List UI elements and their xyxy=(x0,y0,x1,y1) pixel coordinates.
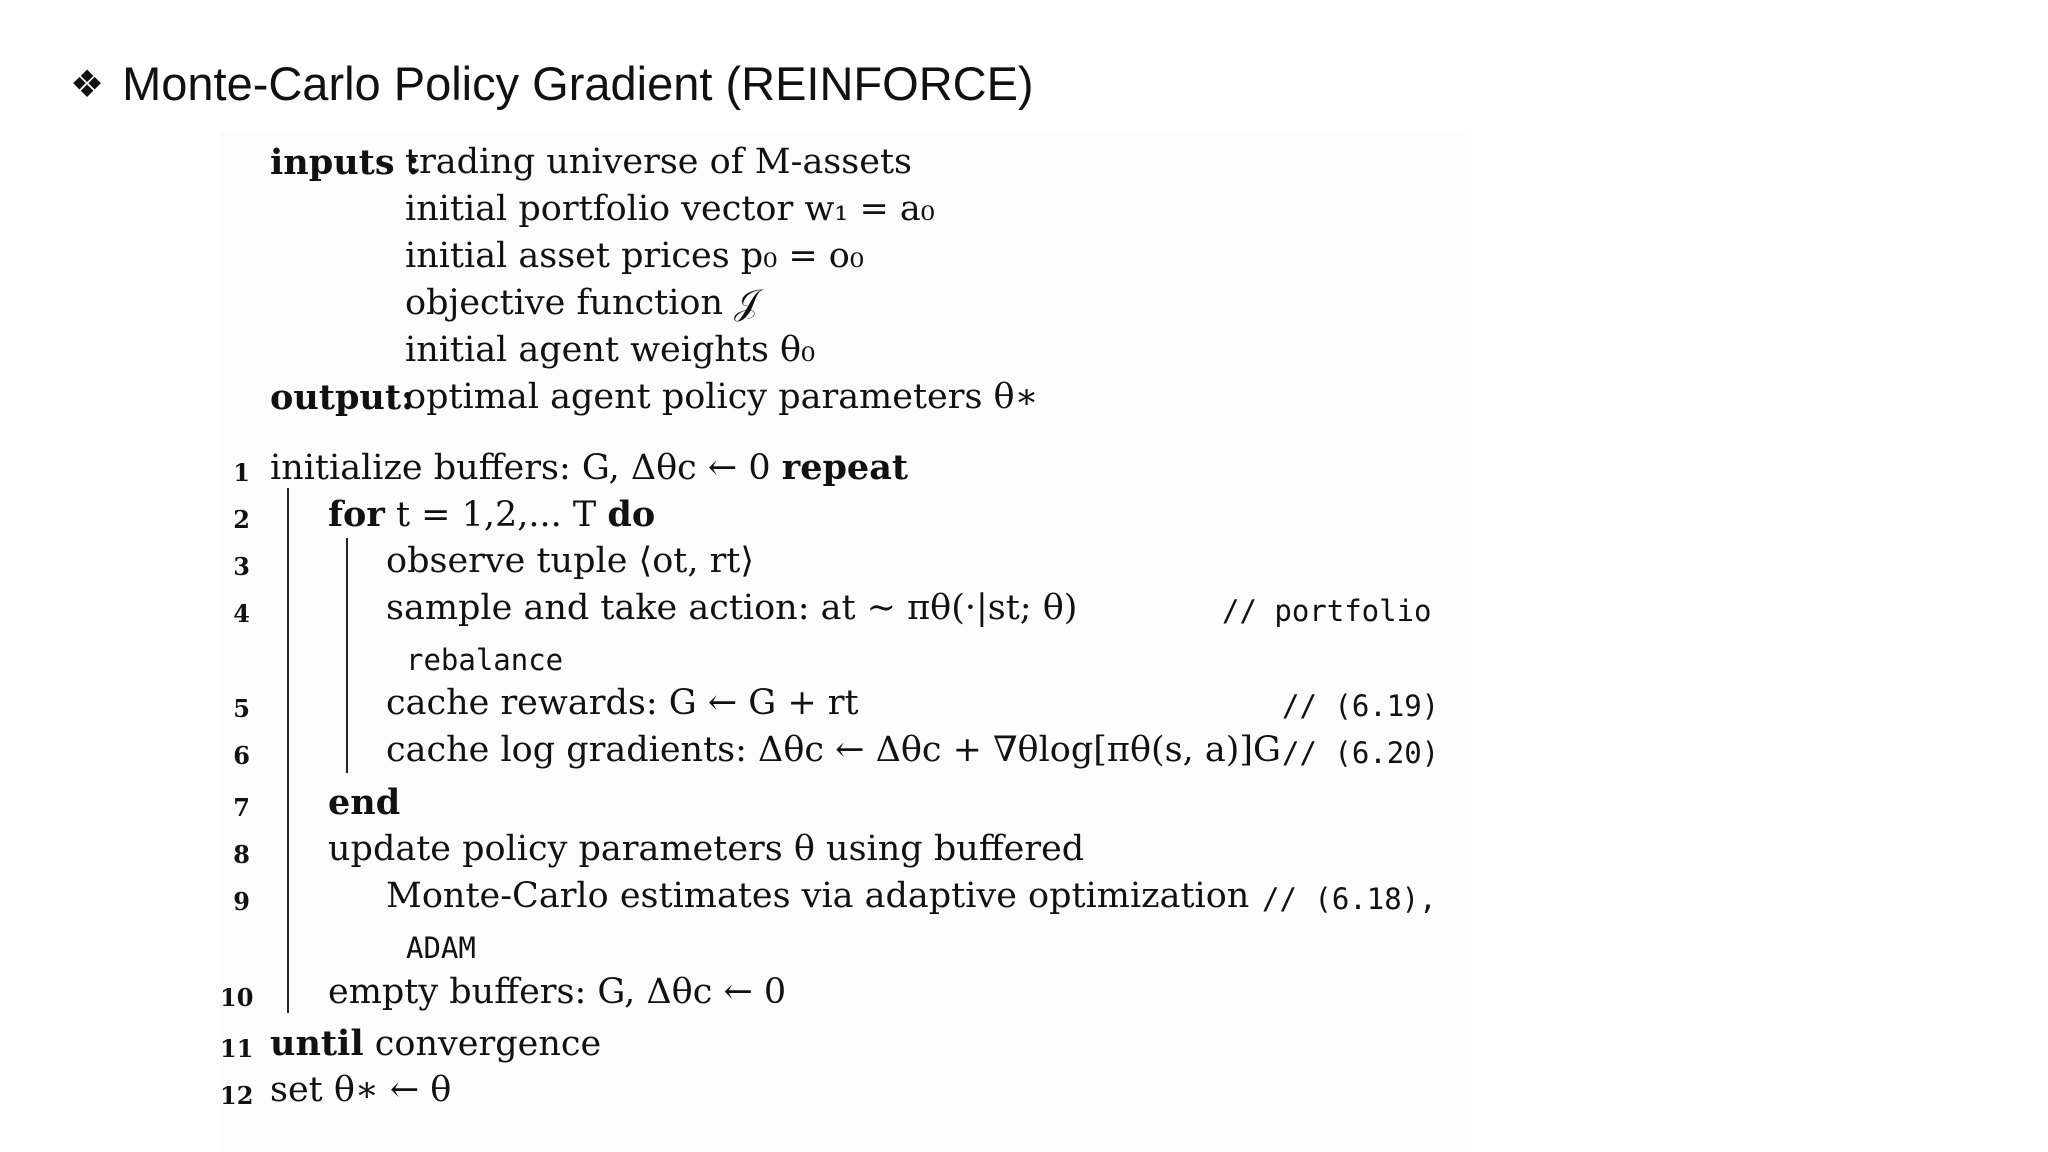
input-item-0: trading universe of M-assets xyxy=(405,142,912,182)
comment-line-4: // portfolio xyxy=(1222,594,1432,628)
output-label: output: xyxy=(270,377,414,418)
algo-line-6: cache log gradients: Δθc ← Δθc + ∇θlog[πθ(s, a)]G xyxy=(386,730,1282,770)
input-item-1: initial portfolio vector w₁ = a₀ xyxy=(405,189,935,229)
line-number: 8 xyxy=(233,840,250,869)
line-number: 6 xyxy=(233,741,250,770)
algo-line-8: update policy parameters θ using buffered xyxy=(328,829,1085,869)
algo-line-5: cache rewards: G ← G + rt xyxy=(386,683,859,723)
line-number: 5 xyxy=(233,694,250,723)
algo-line-4: sample and take action: at ∼ πθ(·|st; θ) xyxy=(386,588,1078,628)
comment-line-5: // (6.19) xyxy=(1282,689,1440,723)
diamond-bullet-icon: ❖ xyxy=(70,64,105,106)
line-number: 4 xyxy=(233,599,250,628)
algo-line-1: initialize buffers: G, Δθc ← 0 repeat xyxy=(270,447,909,488)
algo-line-11: until convergence xyxy=(270,1023,602,1064)
line-number: 9 xyxy=(233,887,250,916)
algo-line-3: observe tuple ⟨ot, rt⟩ xyxy=(386,541,755,581)
line-number: 3 xyxy=(233,552,250,581)
line-number: 7 xyxy=(233,793,250,822)
algo-line-2: for t = 1,2,... T do xyxy=(328,494,656,535)
line-number: 11 xyxy=(220,1034,254,1063)
inputs-label: inputs : xyxy=(270,142,420,183)
input-item-3: objective function 𝒥 xyxy=(405,283,759,323)
repeat-block-bar xyxy=(287,488,289,1013)
algo-line-10: empty buffers: G, Δθc ← 0 xyxy=(328,972,787,1012)
output-item: optimal agent policy parameters θ∗ xyxy=(405,377,1039,417)
input-item-4: initial agent weights θ₀ xyxy=(405,330,816,370)
comment-line-9: // (6.18), xyxy=(1262,882,1437,916)
input-item-2: initial asset prices p₀ = o₀ xyxy=(405,236,864,276)
line-number: 2 xyxy=(233,505,250,534)
algo-line-7: end xyxy=(328,782,401,823)
comment-line-6: // (6.20) xyxy=(1282,736,1440,770)
algo-line-9: Monte-Carlo estimates via adaptive optimization xyxy=(386,876,1250,916)
slide-title xyxy=(70,56,1034,111)
continuation-line-9: ADAM xyxy=(406,931,476,965)
slide-title-text: Monte-Carlo Policy Gradient (REINFORCE) xyxy=(122,57,1034,110)
for-block-bar xyxy=(346,538,348,773)
algo-line-12: set θ∗ ← θ xyxy=(270,1070,452,1110)
continuation-line-4: rebalance xyxy=(406,643,564,677)
line-number: 12 xyxy=(220,1081,254,1110)
line-number: 10 xyxy=(220,983,254,1012)
line-number: 1 xyxy=(233,458,250,487)
